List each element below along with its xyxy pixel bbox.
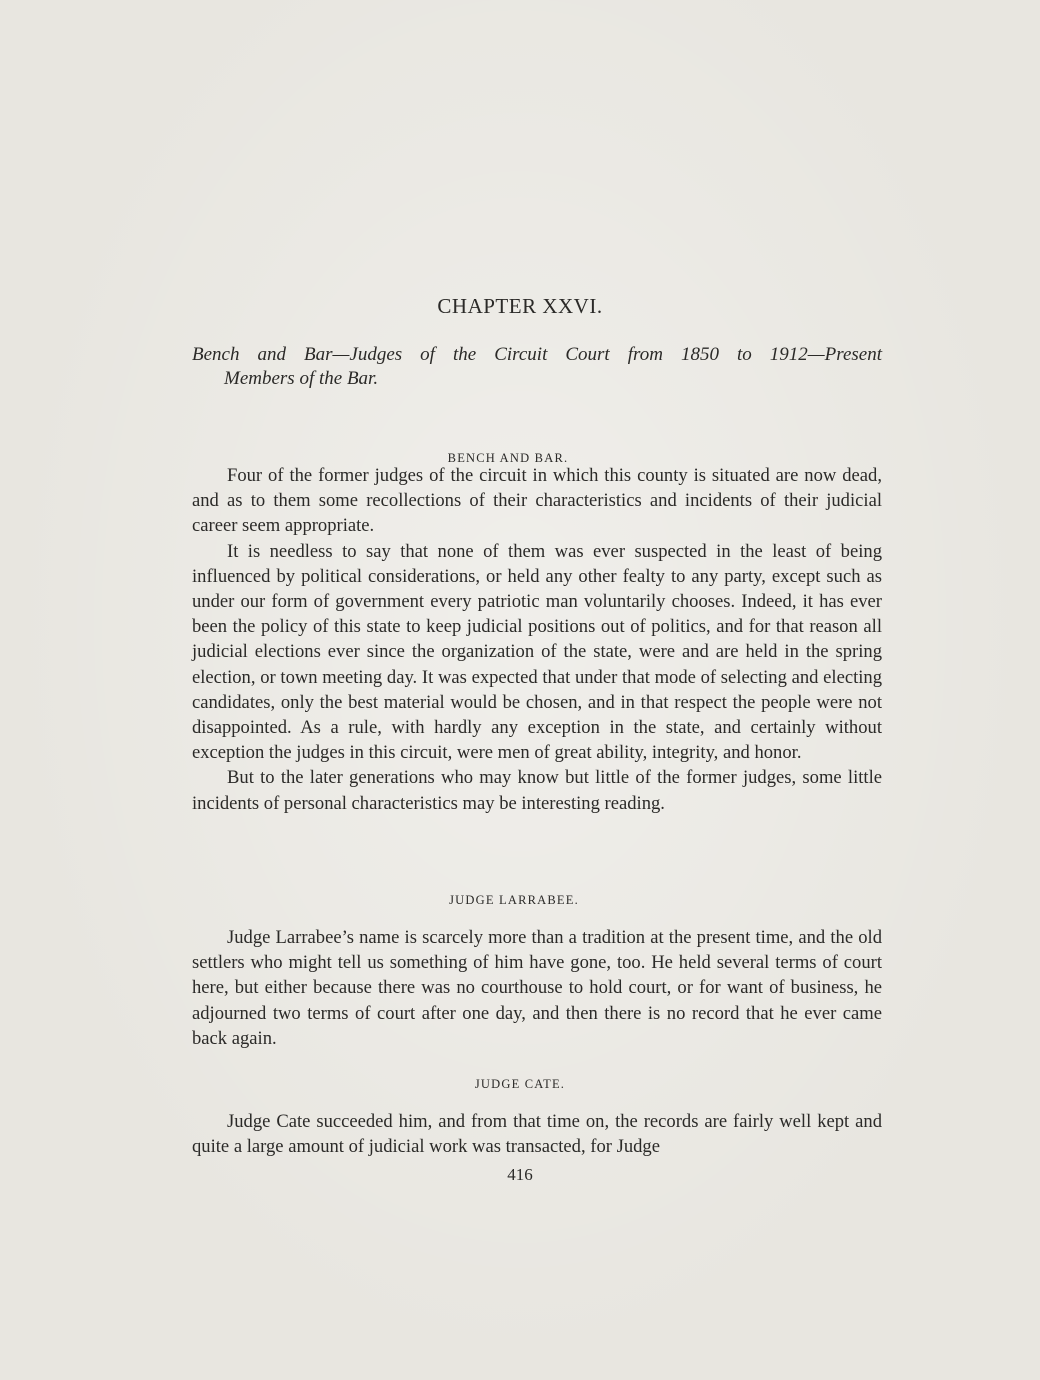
body-paragraph: But to the later generations who may know but little of the former judges, some little incidents of personal characteristics may be interesting reading. [192, 767, 882, 814]
chapter-summary-line-2: Members of the Bar. [224, 368, 379, 389]
chapter-title: CHAPTER XXVI. [437, 294, 603, 318]
body-paragraph: Judge Larrabee’s name is scarcely more than a tradition at the present time, and the old settlers who might tell us something of him have gone, too. He held several terms of court here, but either because there was no courthouse to hold court, or for want of business, he adjourned two terms of court after one day, and then there is no record that he ever came back again. [192, 927, 882, 1049]
body-paragraph: Judge Cate succeeded him, and from that time on, the records are fairly well kept and quite a large amount of judicial work was transacted, for Judge [192, 1111, 882, 1158]
judge-larrabee-body [192, 925, 882, 1051]
judge-cate-body [192, 1109, 882, 1159]
body-paragraph: Four of the former judges of the circuit in which this county is situated are now dead, and as to them some recollections of their characteristics and incidents of their judicial career seem appropriate. [192, 465, 882, 537]
chapter-summary-line-1: Bench and Bar—Judges of the Circuit Court from 1850 to 1912—Present [192, 344, 882, 365]
section-heading-bench-and-bar: BENCH AND BAR. [447, 451, 569, 465]
chapter-summary [192, 343, 882, 391]
bench-and-bar-body [192, 463, 882, 816]
section-heading-judge-cate: JUDGE CATE. [474, 1077, 566, 1091]
body-paragraph: It is needless to say that none of them was ever suspected in the least of being influenced by political considerations, or held any other fealty to any party, except such as under our form of government every patriotic man voluntarily chooses. Indeed, it has ever been the policy of this state to keep judicial positions out of politics, and for that reason all judicial elections ever since the organization of the state, were and are held in the spring election, or town meeting day. It was expected that under that mode of selecting and electing candidates, only the best material would be chosen, and in that respect the people were not disappointed. As a rule, with hardly any exception in the state, and certainly without exception the judges in this circuit, were men of great ability, integrity, and honor. [192, 540, 882, 764]
section-heading-judge-larrabee: JUDGE LARRABEE. [449, 893, 579, 907]
page-number: 416 [507, 1165, 533, 1184]
